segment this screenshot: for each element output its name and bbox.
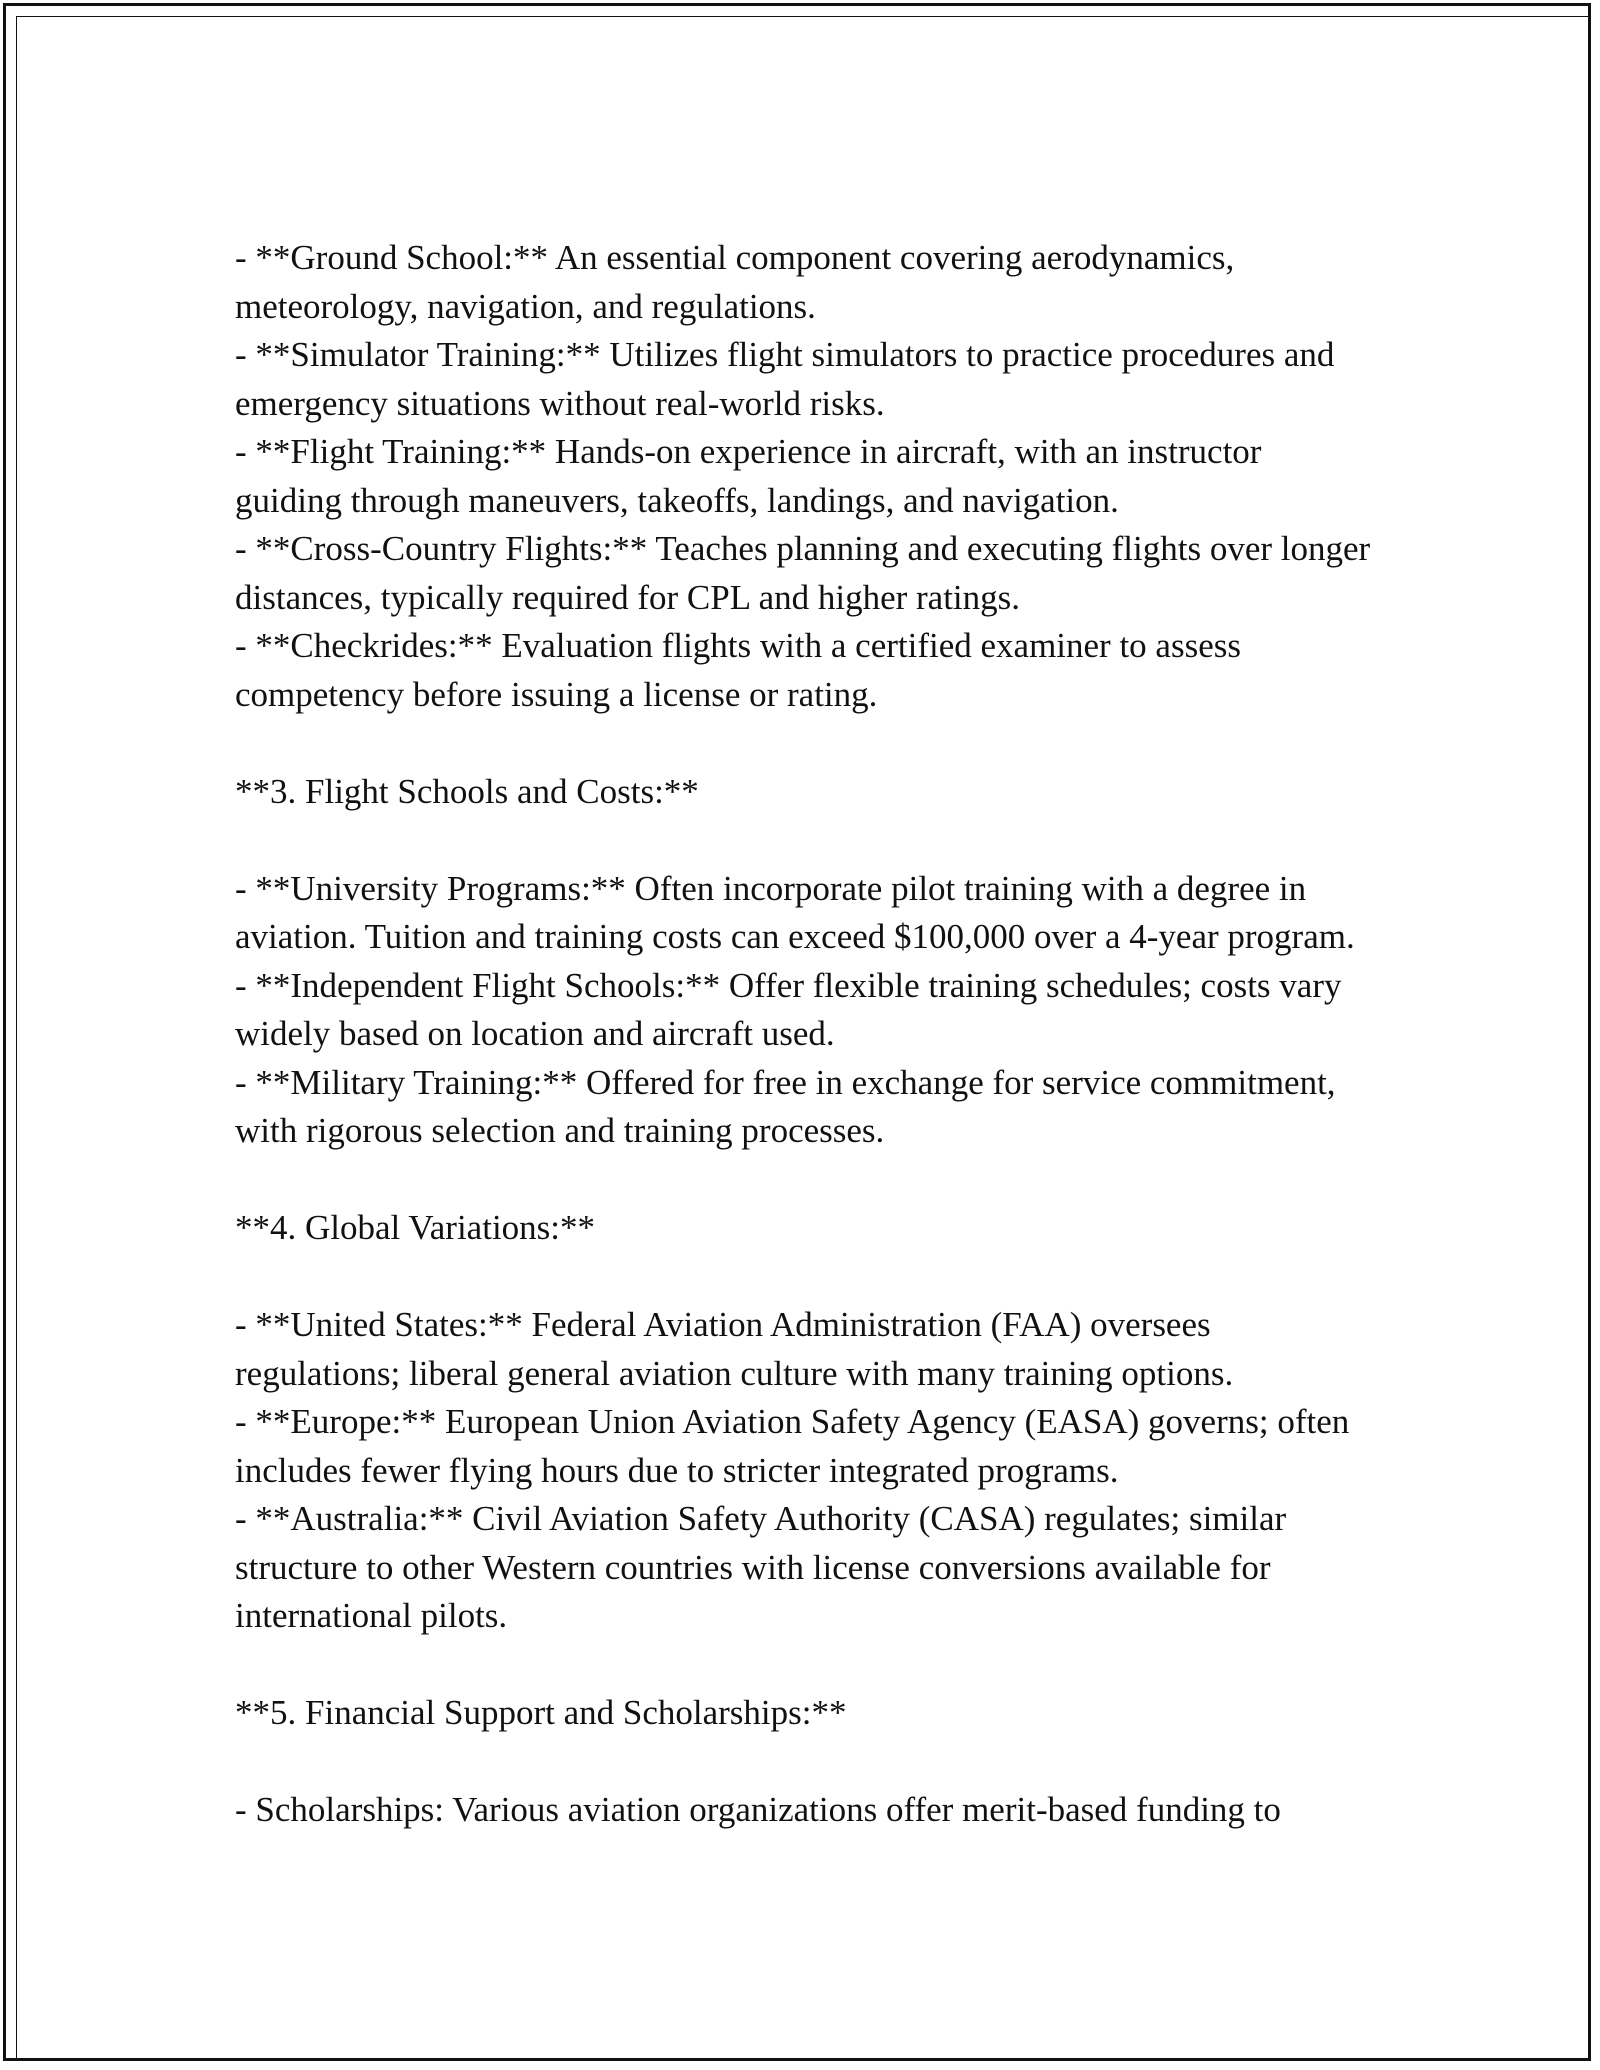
paragraph-checkrides: - **Checkrides:** Evaluation flights with a certified examiner to assess competency before issuing a license or rating. xyxy=(235,626,1241,714)
paragraph-scholarships: - Scholarships: Various aviation organizations offer merit-based funding to xyxy=(235,1790,1281,1829)
blank-line xyxy=(235,719,1375,768)
section-heading-financial-support: **5. Financial Support and Scholarships:** xyxy=(235,1693,847,1732)
blank-line xyxy=(235,816,1375,865)
paragraph-university-programs: - **University Programs:** Often incorporate pilot training with a degree in aviation. Tuition and training costs can exceed $100,000 over a 4-year program. xyxy=(235,868,1355,956)
paragraph-australia: - **Australia:** Civil Aviation Safety Authority (CASA) regulates; similar structure to other Western countries with license conversions available for international pilots. xyxy=(235,1499,1287,1635)
paragraph-independent-flight-schools: - **Independent Flight Schools:** Offer flexible training schedules; costs vary widely based on location and aircraft used. xyxy=(235,965,1342,1053)
document-body xyxy=(235,234,1375,1835)
paragraph-europe: - **Europe:** European Union Aviation Safety Agency (EASA) governs; often includes fewer flying hours due to stricter integrated programs. xyxy=(235,1402,1350,1490)
paragraph-simulator-training: - **Simulator Training:** Utilizes flight simulators to practice procedures and emergency situations without real-world risks. xyxy=(235,335,1335,423)
paragraph-military-training: - **Military Training:** Offered for free in exchange for service commitment, with rigorous selection and training processes. xyxy=(235,1062,1336,1150)
paragraph-cross-country-flights: - **Cross-Country Flights:** Teaches planning and executing flights over longer distances, typically required for CPL and higher ratings. xyxy=(235,529,1371,617)
section-heading-flight-schools: **3. Flight Schools and Costs:** xyxy=(235,771,699,811)
paragraph-flight-training: - **Flight Training:** Hands-on experience in aircraft, with an instructor guiding through maneuvers, takeoffs, landings, and navigation. xyxy=(235,432,1262,520)
paragraph-ground-school: - **Ground School:** An essential component covering aerodynamics, meteorology, navigation, and regulations. xyxy=(235,238,1235,326)
blank-line xyxy=(235,1641,1375,1690)
blank-line xyxy=(235,1253,1375,1302)
section-heading-global-variations: **4. Global Variations:** xyxy=(235,1208,596,1247)
blank-line xyxy=(235,1738,1375,1787)
blank-line xyxy=(235,1156,1375,1205)
paragraph-united-states: - **United States:** Federal Aviation Administration (FAA) oversees regulations; liberal general aviation culture with many training options. xyxy=(235,1305,1234,1393)
